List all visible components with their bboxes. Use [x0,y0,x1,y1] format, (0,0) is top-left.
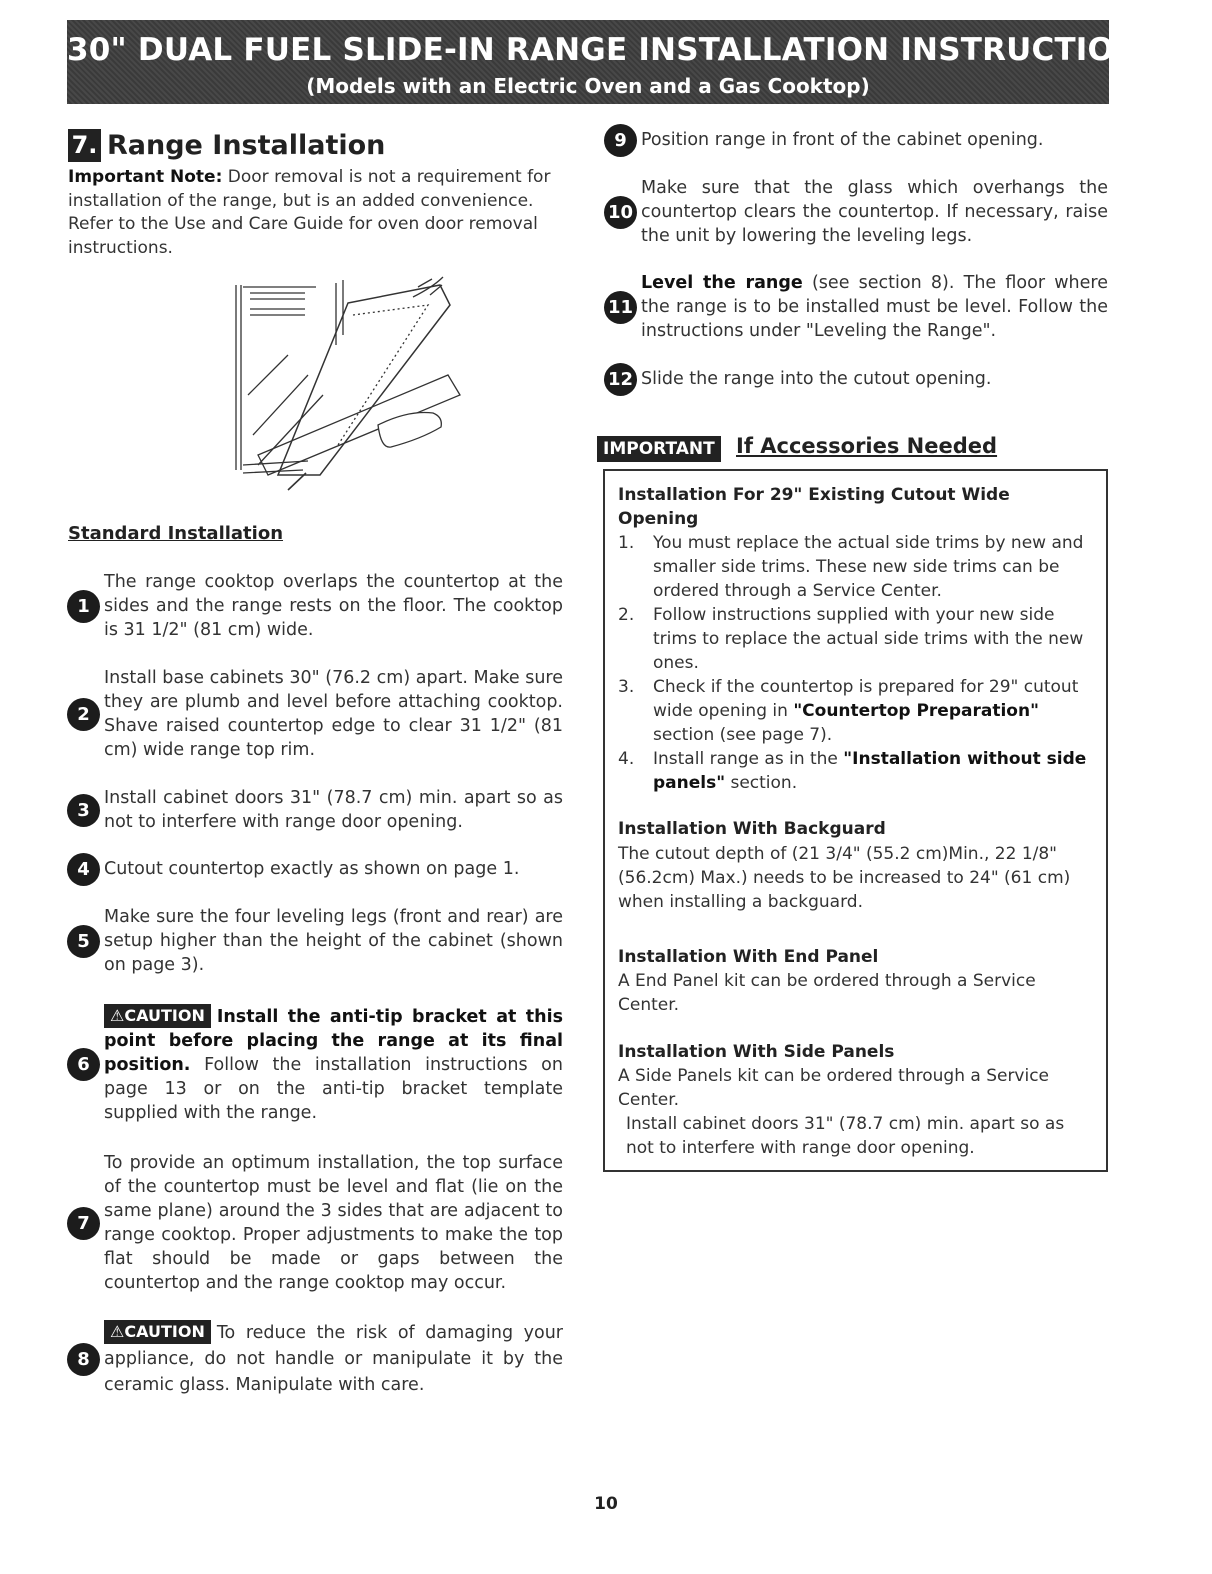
step-bold-text: Level the range [641,273,803,293]
important-badge: IMPORTANT [597,436,721,462]
step-7 [77,1151,563,1295]
step-body-text: To reduce the risk of damaging your appliance, do not handle or manipulate it by the ceramic glass. Manipulate with care. [104,1323,563,1395]
step-text [104,1320,563,1398]
step-number-badge: 11 [604,291,637,324]
step-number-badge: 7 [67,1207,100,1240]
important-note [68,166,560,260]
document-subtitle: (Models with an Electric Oven and a Gas Cooktop) [306,74,870,98]
list-item [618,531,1098,603]
cutout-29-heading: Installation For 29" Existing Cutout Wide Opening [618,485,1010,529]
accessories-heading: If Accessories Needed [736,434,998,458]
step-text: Make sure that the glass which overhangs the countertop clears the countertop. If necessary, raise the unit by lowering the leveling legs. [641,178,1108,246]
side-panels-text: A Side Panels kit can be ordered through a Service Center. [618,1066,1050,1110]
list-item-text: section (see page 7). [653,725,833,745]
step-8 [77,1321,563,1397]
step-text: Install base cabinets 30" (76.2 cm) apart. Make sure they are plumb and level before attaching cooktop. Shave raised countertop edge to clear 31 1/2" (81 cm) wide range top rim. [104,668,563,760]
section-title: Range Installation [107,129,386,161]
step-text: The range cooktop overlaps the countertop at the sides and the range rests on the floor. The cooktop is 31 1/2" (81 cm) wide. [104,572,563,640]
step-number-badge: 4 [67,853,100,886]
step-number-badge: 6 [67,1048,100,1081]
step-number-badge: 1 [67,590,100,623]
step-3 [77,786,563,834]
list-item-number: 4. [618,749,635,769]
step-5 [77,905,563,977]
list-item-number: 2. [618,605,635,625]
backguard-heading: Installation With Backguard [618,819,886,839]
important-note-label: Important Note: [68,167,223,187]
step-body-text: Follow the installation instructions on page 13 or on the anti-tip bracket template supplied with the range. [104,1054,563,1123]
list-item-bold: "Countertop Preparation" [793,701,1039,721]
step-number-badge: 9 [604,124,637,157]
list-item-number: 1. [618,533,635,553]
step-9 [614,128,1108,152]
step-text: Install cabinet doors 31" (78.7 cm) min. apart so as not to interfere with range door opening. [104,788,563,832]
step-1 [77,570,563,642]
step-text: Position range in front of the cabinet opening. [641,130,1044,150]
step-text: Cutout countertop exactly as shown on page 1. [104,859,520,879]
side-panels-heading: Installation With Side Panels [618,1042,895,1062]
section-heading [68,128,385,162]
step-6 [77,1004,563,1124]
caution-label: CAUTION [124,1005,205,1025]
step-number-badge: 2 [67,698,100,731]
caution-badge: ⚠CAUTION [104,1004,211,1028]
step-number-badge: 5 [67,925,100,958]
list-item-text: Check if the countertop is prepared for 29" cutout wide opening in [653,677,1079,721]
list-item-bold: "Installation without side panels" [653,749,1087,793]
list-item-number: 3. [618,677,635,697]
step-number-badge: 8 [67,1343,100,1376]
accessories-box [603,469,1108,1172]
step-4 [77,857,563,881]
important-note-text: Door removal is not a requirement for installation of the range, but is an added convenience. Refer to the Use and Care Guide for oven door removal instructions. [68,167,551,258]
step-bold-text: Install the anti-tip bracket at this point before placing the range at its final position. [104,1006,563,1075]
step-number-badge: 12 [604,363,637,396]
page-number: 10 [594,1494,618,1514]
list-item [618,603,1098,675]
step-10 [607,176,1108,248]
caution-badge: ⚠CAUTION [104,1320,211,1344]
step-number-badge: 10 [604,196,637,229]
side-panels-note: Install cabinet doors 31" (78.7 cm) min. apart so as not to interfere with range door opening. [626,1114,1065,1158]
oven-door-illustration [228,275,462,505]
step-number-badge: 3 [67,794,100,827]
step-text: To provide an optimum installation, the top surface of the countertop must be level and flat (lie on the same plane) around the 3 sides that are adjacent to range cooktop. Proper adjustments to make the top flat should be made or gaps between the countertop and the range cooktop may occur. [104,1153,563,1293]
end-panel-text: A End Panel kit can be ordered through a Service Center. [618,971,1036,1015]
step-text [641,271,1108,343]
list-item-text: Install range as in the [653,749,844,769]
header-banner [67,20,1163,104]
step-12 [607,367,1108,391]
cutout-29-steps [618,531,1098,795]
step-2 [77,666,563,762]
section-number: 7. [68,129,101,162]
step-text [104,1004,563,1125]
document-title: 30" DUAL FUEL SLIDE-IN RANGE INSTALLATION INSTRUCTIONS [67,32,1163,68]
step-text: Slide the range into the cutout opening. [641,369,992,389]
list-item-text: Follow instructions supplied with your new side trims to replace the actual side trims with the new ones. [653,605,1084,673]
list-item [618,675,1098,747]
end-panel-heading: Installation With End Panel [618,947,879,967]
caution-label: CAUTION [124,1322,205,1341]
step-body-text: (see section 8). The floor where the range is to be installed must be level. Follow the instructions under "Leveling the Range". [641,273,1108,341]
backguard-text: The cutout depth of (21 3/4" (55.2 cm)Min., 22 1/8" (56.2cm) Max.) needs to be increased to 24" (61 cm) when installing a backguard. [618,844,1071,912]
list-item-text: You must replace the actual side trims by new and smaller side trims. These new side trims can be ordered through a Service Center. [653,533,1084,601]
standard-installation-heading: Standard Installation [68,523,284,544]
list-item [618,747,1098,795]
list-item-text: section. [725,773,798,793]
step-11 [607,271,1108,343]
step-text: Make sure the four leveling legs (front and rear) are setup higher than the height of the cabinet (shown on page 3). [104,907,563,975]
